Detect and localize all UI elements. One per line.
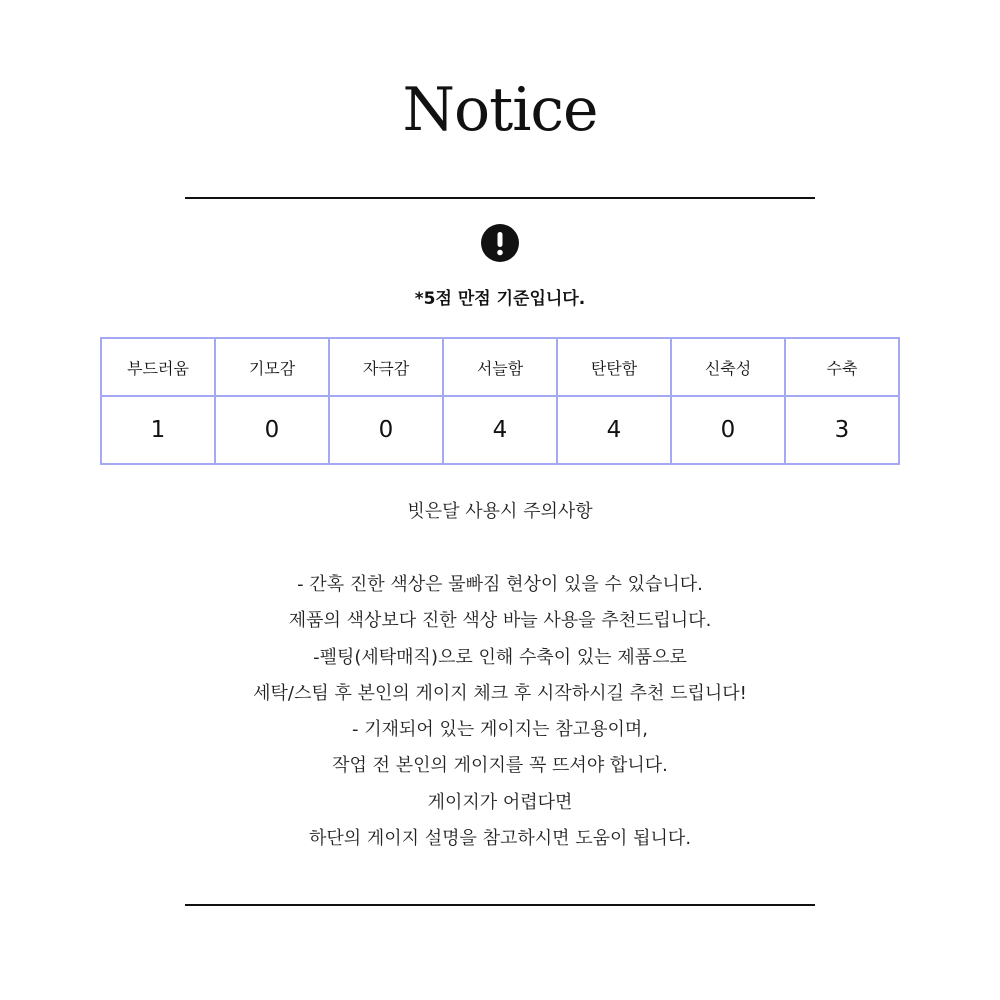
caution-line: -펠팅(세탁매직)으로 인해 수축이 있는 제품으로 — [313, 646, 687, 668]
rating-basis-note: *5점 만점 기준입니다. — [414, 289, 586, 309]
value-coolness: 4 — [443, 396, 557, 464]
caution-heading: 빗은달 사용시 주의사항 — [407, 501, 593, 522]
property-rating-table — [100, 337, 900, 465]
caution-line: 세탁/스팀 후 본인의 게이지 체크 후 시작하시길 추천 드립니다! — [253, 682, 747, 704]
header-shrinkage: 수축 — [785, 338, 899, 396]
caution-line: 하단의 게이지 설명을 참고하시면 도움이 됩니다. — [308, 828, 692, 850]
header-fuzziness: 기모감 — [215, 338, 329, 396]
value-firmness: 4 — [557, 396, 671, 464]
caution-line: - 간혹 진한 색상은 물빠짐 현상이 있을 수 있습니다. — [297, 574, 703, 595]
value-fuzziness: 0 — [215, 396, 329, 464]
caution-line: 제품의 색상보다 진한 색상 바늘 사용을 추천드립니다. — [288, 610, 712, 632]
value-shrinkage: 3 — [785, 396, 899, 464]
page-title: Notice — [402, 75, 598, 145]
table-value-row — [101, 396, 899, 464]
header-coolness: 서늘함 — [443, 338, 557, 396]
value-softness: 1 — [101, 396, 215, 464]
top-divider — [185, 197, 815, 199]
table-header-row — [101, 338, 899, 396]
value-irritation: 0 — [329, 396, 443, 464]
bottom-divider — [185, 904, 815, 906]
caution-line: 작업 전 본인의 게이지를 꼭 뜨셔야 합니다. — [332, 755, 668, 777]
header-softness: 부드러움 — [101, 338, 215, 396]
value-elasticity: 0 — [671, 396, 785, 464]
caution-list — [0, 570, 1000, 860]
header-irritation: 자극감 — [329, 338, 443, 396]
caution-line: 게이지가 어렵다면 — [427, 791, 573, 813]
exclamation-circle-icon — [481, 224, 519, 262]
caution-line: - 기재되어 있는 게이지는 참고용이며, — [352, 719, 648, 741]
header-elasticity: 신축성 — [671, 338, 785, 396]
header-firmness: 탄탄함 — [557, 338, 671, 396]
